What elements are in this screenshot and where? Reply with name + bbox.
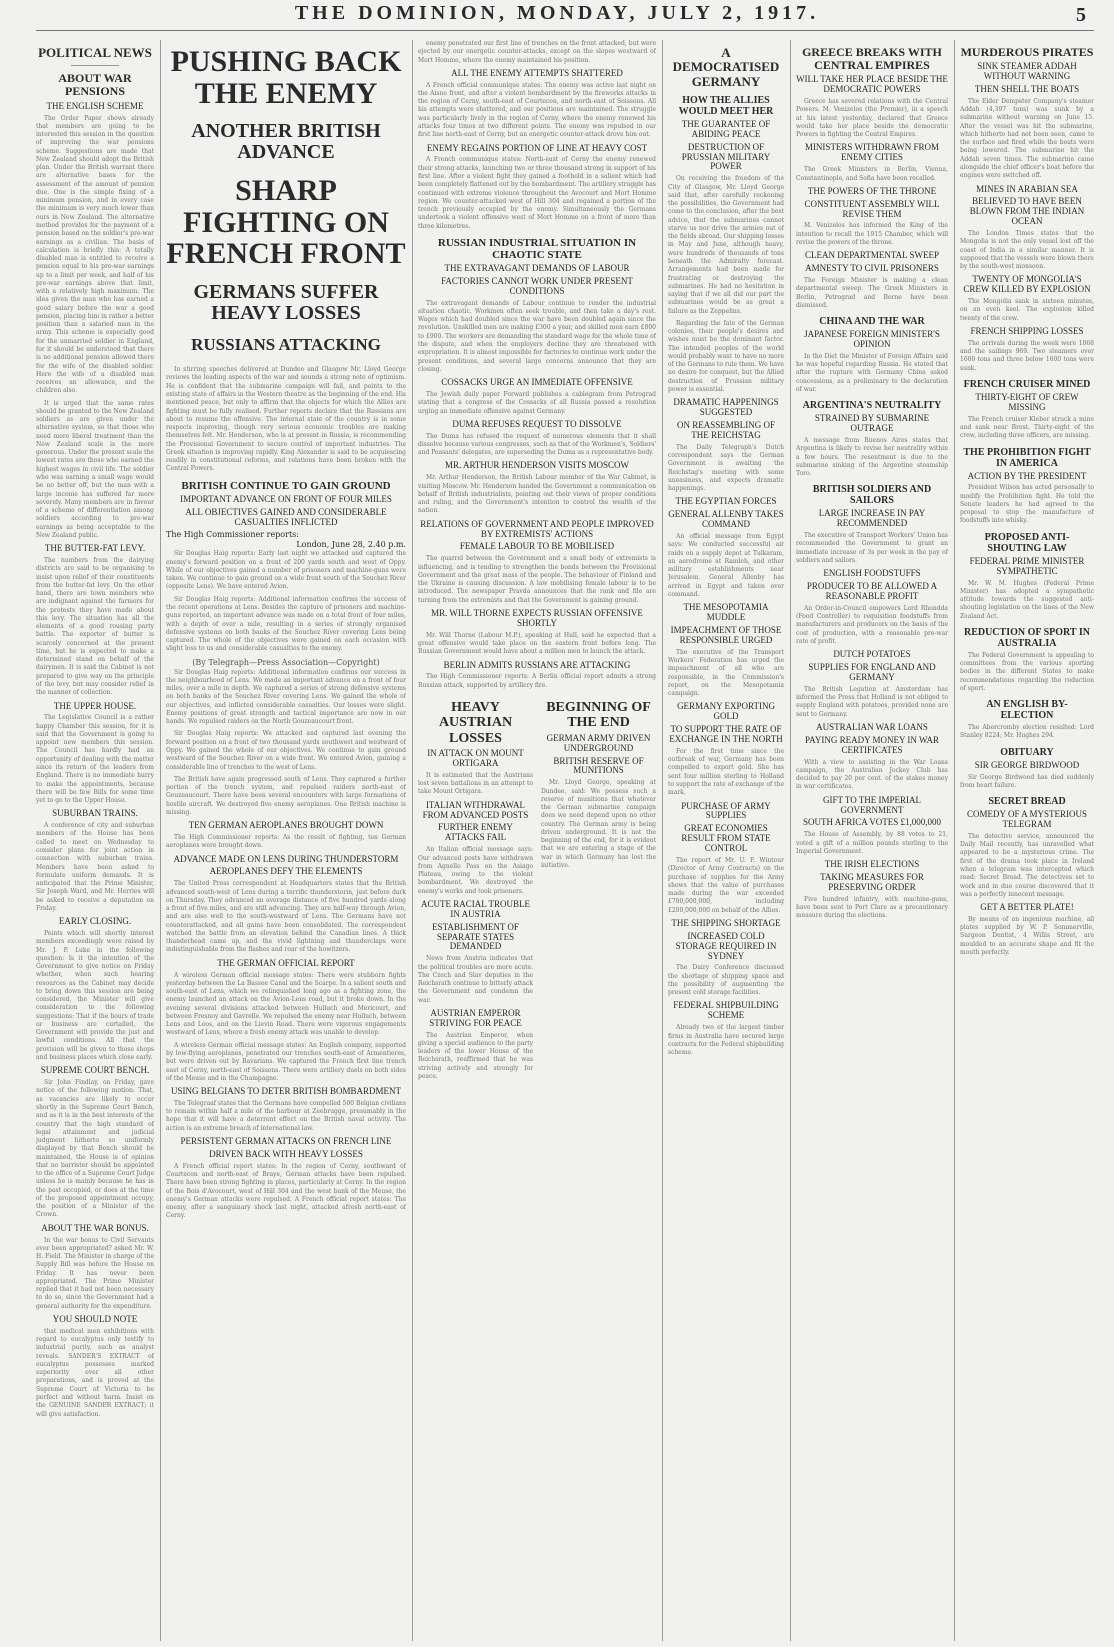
article-paragraph: The United Press correspondent at Headquarters states that the British advanced south-west of Lens during a terrific thunderstorm, just before dark on Thursday. They advanced an average distance of five hundred yards along a front of five miles, and are still advancing. They are half-way through Avion, and are also well to the south-westward of Lens. The Germans have not counterattacked, and all gains have been consolidated. The correspondent watched the battle from an elevation behind the Canadian lines. A thick thunderhead came up, and the vivid lightning and thunderclaps were indistinguishable from the flashes and roar of the howitzers. xyxy=(166,880,406,954)
article-paragraph: An Order-in-Council empowers Lord Rhondda (Food Controller) to requisition foodstuffs from manufacturers and producers on the basis of the cost of production, with a reasonable pre-war rate of profit. xyxy=(796,604,948,645)
main-headline: PUSHING BACK THE ENEMY xyxy=(170,45,402,110)
subhead: THEN SHELL THE BOATS xyxy=(974,83,1080,94)
subhead: AUSTRIAN EMPEROR STRIVING FOR PEACE xyxy=(429,1007,522,1028)
subhead: ENEMY REGAINS PORTION OF LINE AT HEAVY COST xyxy=(426,142,648,153)
headline: RUSSIANS ATTACKING xyxy=(191,334,381,354)
subhead: PERSISTENT GERMAN ATTACKS ON FRENCH LINE xyxy=(180,1136,392,1146)
article-paragraph: Sir John Findlay, on Friday, gave notice of the following motion: That, as vacancies are likely to occur shortly in the Supreme Court Bench, and as it is in the best interests of the country that the high standard of legal attainment and judicial judgment hitherto so uniformly displayed by that Bench should be maintained, the House is of opinion that no barrister should be appointed to the office of a Supreme Court Judge unless he is mainly because he has in the past occupied, or does at the time of the proposed appointment occupy, the position of a Minister of the Crown. xyxy=(36,1079,154,1219)
article-paragraph: The Duma has refused the request of numerous elements that it shall dissolve because various congresses, such as that of the Workmen's, Soldiers' and Peasants' delegates, are superseding the Duma as a representative body. xyxy=(418,432,656,457)
subhead: IMPEACHMENT OF THOSE RESPONSIBLE URGED xyxy=(670,624,782,645)
subhead: THE GERMAN OFFICIAL REPORT xyxy=(217,957,355,968)
article-paragraph: The Foreign Minister is making a clean departmental sweep. The Greek Ministers in Berlin, Petrograd and Berne have been dismissed. xyxy=(796,277,948,309)
subhead: PURCHASE OF ARMY SUPPLIES xyxy=(681,800,771,821)
article-paragraph: In the war bonus to Civil Servants ever been appropriated? asked Mr. W. H. Field. The Minister in charge of the Supply Bill was before the House on Friday. It has never been appropriated. The Prime Minister replied that it had not been necessary to do so, since the Government had a general authority for the expenditure. xyxy=(36,1236,154,1310)
subhead: INCREASED COLD STORAGE REQUIRED IN SYDNEY xyxy=(675,930,777,961)
headline: BRITISH SOLDIERS AND SAILORS xyxy=(812,484,932,507)
advertisement-heading: YOU SHOULD NOTE xyxy=(52,1313,138,1324)
subhead: MR. ARTHUR HENDERSON VISITS MOSCOW xyxy=(444,460,630,471)
headline: RUSSIAN INDUSTRIAL SITUATION IN CHAOTIC STATE xyxy=(437,236,637,261)
subhead: THE EXTRAVAGANT DEMANDS OF LABOUR xyxy=(444,263,630,274)
advertisement-text: that medical men exhibitions with regard to eucalyptus only testify to industrial purity, such as analyst reveals. SANDER'S EXTRACT of eucalyptus possesses marked superiority over all other preparations, and is proved at the Supreme Court of Victoria to be perfect and without harm. Insist on the GENUINE SANDER EXTRACT; it will give satisfaction. xyxy=(36,1327,154,1418)
subhead: WILL TAKE HER PLACE BESIDE THE DEMOCRATIC POWERS xyxy=(796,74,948,95)
article-paragraph: The arrivals during the week were 1068 and the sailings 969. Two steamers over 1600 tons and three below 1600 tons were sunk. xyxy=(960,339,1094,372)
subhead: IN ATTACK ON MOUNT ORTIGARA xyxy=(427,748,524,768)
subhead: SIR GEORGE BIRDWOOD xyxy=(974,759,1080,770)
subhead: ENGLISH FOODSTUFFS xyxy=(823,568,921,579)
article-paragraph: The extravagant demands of Labour continue to render the industrial situation chaotic. Workmen often seek trouble, and then take a day's rest. Wages which had doubled since the war have been doubled again since the revolution. Unskilled men are making £300 a year, and skilled men earn £800 to £900. The workers are demanding the standard wage for the whole time of the dispute, and when the employers decline they are threatened with expropriation. It is almost impossible for factories to continue work under the present conditions, and several large concerns announce that they are closing. xyxy=(418,299,656,373)
article-paragraph: A message from Buenos Aires states that Argentina is likely to revise her neutrality within a few hours. The resentment is due to the submarine sinking of the Argentine steamship Toro. xyxy=(796,437,948,478)
article-paragraph: The High Commissioner reports: As the result of fighting, ten German aeroplanes were brought down. xyxy=(166,834,406,850)
headline: ARGENTINA'S NEUTRALITY xyxy=(802,400,942,412)
article-paragraph: In the Diet the Minister of Foreign Affairs said he was hopeful regarding Russia. He stated that after the rupture with Germany China asked concessions, as a preliminary to the declaration of war. xyxy=(796,352,948,393)
subhead: THE IRISH ELECTIONS xyxy=(824,859,920,870)
byline: The High Commissioner reports: xyxy=(166,530,299,540)
article-paragraph: The executive of Transport Workers' Union has recommended the Government to grant an immediate increase of 3s per week in the pay of soldiers and sailors. xyxy=(796,532,948,564)
subhead: ON REASSEMBLING OF THE REICHSTAG xyxy=(676,420,775,440)
article-paragraph: Sir Douglas Haig reports: We attacked and captured last evening the forward position on a front of two thousand yards southwest and westward of Oppy. We gained the whole of our objectives. We continue to gain ground westward of the Souchez River on a wide front. We entered Avion, gaining a considerable line of trenches to the west of Lens. xyxy=(166,730,406,771)
subhead: GIFT TO THE IMPERIAL GOVERNMENT xyxy=(822,794,922,815)
column-rule xyxy=(954,40,955,1641)
headline: OBITUARY xyxy=(1000,746,1054,758)
subhead: BERLIN ADMITS RUSSIANS ARE ATTACKING xyxy=(443,659,631,670)
sub-column-austria xyxy=(418,694,533,1085)
subhead: FEDERAL PRIME MINISTER SYMPATHETIC xyxy=(969,555,1085,576)
column-rule xyxy=(160,40,161,1641)
headline: A DEMOCRATISED GERMANY xyxy=(672,45,780,89)
subhead: FRENCH SHIPPING LOSSES xyxy=(970,325,1084,336)
advertisement-text: By means of an ingenious machine, all plates supplied by W. P. Sommerville, Surgeon Dentist, 4 Willis Street, are moulded to an accurate shape and fit the mouth perfectly. xyxy=(960,915,1094,956)
article-paragraph: A conference of city and suburban members of the House has been called to meet on Wednesday to consider plans for joint action in connection with suburban trains. Members have been asked to formulate uniform demands. It is anticipated that the Prime Minister, Sir Joseph Ward, and Mr. Herries will be asked to receive a deputation on Friday. xyxy=(36,822,154,912)
subhead: THE SHIPPING SHORTAGE xyxy=(671,917,781,928)
article-paragraph: The Daily Telegraph's Dutch correspondent says the German Government is awaiting the Reichstag's meeting with some uneasiness, and expects dramatic happenings. xyxy=(668,443,784,493)
dateline: London, June 28, 2.40 p.m. xyxy=(296,540,406,550)
article-paragraph: The British Legation at Amsterdam has informed the Press that Holland is not obliged to supply England with potatoes, provided none are sent to Germany. xyxy=(796,685,948,718)
subhead: SINK STEAMER ADDAH WITHOUT WARNING xyxy=(977,61,1077,82)
subhead: COSSACKS URGE AN IMMEDIATE OFFENSIVE xyxy=(441,377,633,388)
article-paragraph: Sir Douglas Haig reports: Early last night we attacked and captured the enemy's forward position on a front of 200 yards south and west of Oppy. While of our objectives gained a number of prisoners and machine-guns were taken. We continue to gain ground on a wide front south of the Souchez River (opposite Lens). We have entered Avion. xyxy=(166,550,406,591)
article-paragraph: A wireless German official message states: An English company, supported by low-flying aeroplanes, penetrated our trenches south-east of Armentieres, but were driven out by Bavarians. We captured the French first line trench east of Cerny, north-east of Soissons. There were artillery duels on both sides of the Meuse and in the Champagne. xyxy=(166,1041,406,1082)
article-paragraph: The Telegraaf states that the Germans have compelled 500 Belgian civilians to remain within half a mile of the harbour at Zeebrugge, presumably in the hope that it will have a deterrent effect on the British naval activity. The action is an extreme breach of international law. xyxy=(166,1099,406,1132)
masthead-title: THE DOMINION, MONDAY, JULY 2, 1917. xyxy=(294,2,820,24)
headline: ANOTHER BRITISH ADVANCE xyxy=(191,120,381,163)
column-rule xyxy=(662,40,663,1641)
column-rule xyxy=(412,40,413,1641)
article-paragraph: The London Times states that the Mongolia is not the only vessel lost off the coast of India in a similar manner. It is supposed that the vessels were blown there by the south-west monsoon. xyxy=(960,230,1094,271)
subhead: RELATIONS OF GOVERNMENT AND PEOPLE IMPROVED BY EXTREMISTS' ACTIONS xyxy=(420,518,654,539)
article-paragraph: In stirring speeches delivered at Dundee and Glasgow Mr. Lloyd George reviews the leading aspects of the war and sounds a strong note of optimism. He is confident that the submarine campaign will fail, and points to the existing state of affairs in the Western theatre as the beginning of the end. His mentioned peace, but only to affirm that the objects for which the Allies are fighting must be fully realised. Further reports declare that the Russians are about to resume the offensive. The internal state of the country is in some respects improving, though very serious economic troubles are making themselves felt. Mr. Henderson, who is at present in Russia, is recommending the Provisional Government to secure control of important industries. The Greek situation is improving rapidly. King Alexander is said to be acquiescing readily in constitutional reforms, and relations have been broken with the Central Powers. xyxy=(166,366,406,473)
subhead: THE MESOPOTAMIA MUDDLE xyxy=(683,602,769,623)
subhead: SOUTH AFRICA VOTES £1,000,000 xyxy=(802,817,942,828)
article-paragraph: A French official communique states: The enemy was active last night on the Aisne front, and after a violent bombardment by the fireworks attacks in the region of Cerny, south-east of Courtecon, and north-east of Soissons. All his attempts were shattered, and our positions are maintained. The struggle was particularly lively in the region of Cerny, where the enemy renewed his attacks four times at two different points. The enemy was repulsed in our first line north-east of Cerny, but an energetic counter-attack drove him out. xyxy=(418,81,656,139)
article-paragraph: The quarrel between the Government and a small body of extremists is influencing, and is tending to strengthen the bonds between the Provisional Government and the great mass of the people. The behaviour of Finland and the Ukraine is causing discussion. A law mobilising female labour is to be introduced. The newspaper Pravda announces that the rank and file are turning from the extremists and that the Government is gaining ground. xyxy=(418,555,656,604)
headline: FRENCH CRUISER MINED xyxy=(963,378,1091,390)
subhead: AEROPLANES DEFY THE ELEMENTS xyxy=(209,866,363,877)
article-paragraph: An Italian official message says: Our advanced posts have withdrawn from Agnello Pass on the Asiago Plateau, owing to the violent bombardment. We destroyed the enemy's works and took prisoners. xyxy=(418,846,533,895)
article-paragraph: The High Commissioner reports: A Berlin official report admits a strong Russian attack, supported by artillery fire. xyxy=(418,673,656,689)
advertisement-heading: GET A BETTER PLATE! xyxy=(980,902,1074,913)
subhead: PRODUCER TO BE ALLOWED A REASONABLE PROFIT xyxy=(806,581,938,601)
article-paragraph: Mr. W. M. Hughes (Federal Prime Minister) has adopted a sympathetic attitude towards the suggested anti-shouting legislation on the lines of the New Zealand Act. xyxy=(960,579,1094,620)
subhead: THE GUARANTEE OF ABIDING PEACE xyxy=(681,118,771,139)
subhead: COMEDY OF A MYSTERIOUS TELEGRAM xyxy=(967,809,1087,830)
article-paragraph: The Greek Ministers in Berlin, Vienna, Constantinople, and Sofia have been recalled. xyxy=(796,166,948,182)
subhead: ALL THE ENEMY ATTEMPTS SHATTERED xyxy=(451,67,623,78)
subhead: ESTABLISHMENT OF SEPARATE STATES DEMANDED xyxy=(432,921,519,952)
masthead-rule xyxy=(36,30,1094,31)
headline: PROPOSED ANTI-SHOUTING LAW xyxy=(984,531,1070,554)
article-paragraph: The Elder Dempster Company's steamer Addah (4,397 tons) was sunk by a submarine without warning on June 15. After the vessel was hit the submarine, which hitherto had not been seen, came to the surface and fired while the boats were being lowered. The submarine hit the Addah seven times. The submarine came alongside the chief officer's boat before the engines were switched off. xyxy=(960,97,1094,180)
subhead: GENERAL ALLENBY TAKES COMMAND xyxy=(668,509,784,530)
article-paragraph: The Dairy Conference discussed the shortage of shipping space and the possibility of augmenting the present cold storage facilities. xyxy=(668,964,784,997)
article-paragraph: The House of Assembly, by 88 votes to 21, voted a gift of a million pounds sterling to the Imperial Government. xyxy=(796,831,948,855)
article-paragraph: With a view to assisting in the War Loans campaign, the Australian Jockey Club has decided to pay 20 per cent. of the stakes money in war certificates. xyxy=(796,758,948,791)
article-paragraph: A French official report states: In the region of Cerny, southward of Courtecon and north-east of Braye, German attacks have been repulsed. There have been strong fighting in places, particularly at Cerny. In the region of the Bois d'Avocourt, west of Hill 304 and the west bank of the Meuse, the enemy's German attacks were repulsed. A French official report states: The enemy, after a sanguinary shock last night, attacked afresh north-east of Cerny. xyxy=(166,1162,406,1220)
headline: CHINA AND THE WAR xyxy=(819,316,925,328)
sub-column-end xyxy=(541,694,656,1085)
article-paragraph: M. Venizelos has informed the King of the intention to recall the 1915 Chamber, which will revise the powers of the throne. xyxy=(796,222,948,246)
column-germany xyxy=(668,40,784,1641)
article-paragraph: The detective service, announced the Daily Mail recently, has unravelled what appeared to be a mysterious crime. The first of the drama took place in Ireland when a telegram was intercepted which read: Secret Bread. The detectives set to work and in due course discovered that it was a perfectly innocent message. xyxy=(960,832,1094,898)
article-paragraph: The Abercromby election resulted: Lord Stanley 8224; Mr. Hughes 294. xyxy=(960,724,1094,740)
subhead: ACUTE RACIAL TROUBLE IN AUSTRIA xyxy=(421,898,530,919)
subhead: PAYING READY MONEY IN WAR CERTIFICATES xyxy=(804,734,939,755)
article-paragraph: Greece has severed relations with the Central Powers. M. Venizelos (the Premier), in a speech at his latest yesterday, declared that Greece would take her place beside the democratic Powers in fighting the Central Empires. xyxy=(796,98,948,139)
article-paragraph: The Order Paper shows already that members are going to be interested this session in the question of improving the war pensions scheme. Suggestions are made that New Zealand should adopt the British plan. Under the British warrant there are alternative bases for the assessment of the amount of pension due. One is the simple fixing of a minimum pension, and in every case the minimum is very much lower than ours in New Zealand. The alternative method provides for the payment of a pension based on the soldier's pre-war earnings as a civilian. The basis of calculation is briefly this: A totally disabled man is entitled to receive a pension equal to his pre-war earnings up to a limit per week, and half of his pre-war earnings above that limit, with a relatively high maximum. The idea given the man who has earned a good salary before the war a good pension, placing him in rather a better position than a salaried man in the army. This scheme is especially good for the unmarried soldier in England, for it should be understood that there is no additional pension allowed there for the wife of the disabled soldier. Here the wife of a disabled man receives an allowance, and the children also. xyxy=(36,114,154,395)
subhead: FURTHER ENEMY ATTACKS FAIL xyxy=(438,822,513,843)
subhead: STRAINED BY SUBMARINE OUTRAGE xyxy=(814,413,930,434)
subhead: GERMANY EXPORTING GOLD xyxy=(677,701,775,722)
subhead: SUPPLIES FOR ENGLAND AND GERMANY xyxy=(808,662,936,682)
article-subhead: THE UPPER HOUSE. xyxy=(53,700,137,711)
article-paragraph: The Legislative Council is a rather happy Chamber this session, for it is said that the Government is going to appoint new members this session. The Council has hardly had an opportunity of dealing with the matter since its return of the leaders from England. There is no immediate hurry to make the appointments, because there will be few Bills for some time yet to go to the Upper House. xyxy=(36,714,154,805)
subhead: MINISTERS WITHDRAWN FROM ENEMY CITIES xyxy=(804,142,940,163)
article-paragraph: Already two of the largest timber firms in Australia have secured large contracts for the Federal shipbuilding scheme. xyxy=(668,1024,784,1057)
column-greece-china xyxy=(796,40,948,1641)
article-subhead: SUBURBAN TRAINS. xyxy=(52,808,138,819)
subhead: DRAMATIC HAPPENINGS SUGGESTED xyxy=(673,397,779,418)
article-paragraph: The French cruiser Kleber struck a mine and sank near Brest. Thirty-eight of the crew, including three officers, are missing. xyxy=(960,415,1094,440)
subhead: FEDERAL SHIPBUILDING SCHEME xyxy=(673,1000,779,1021)
subhead: HOW THE ALLIES WOULD MEET HER xyxy=(678,94,774,117)
subhead: GERMAN ARMY DRIVEN UNDERGROUND xyxy=(546,732,651,753)
subhead: FEMALE LABOUR TO BE MOBILISED xyxy=(459,541,615,552)
column-war-news xyxy=(166,40,406,1641)
subhead: FACTORIES CANNOT WORK UNDER PRESENT CONDITIONS xyxy=(441,275,633,296)
article-paragraph: The Federal Government is appealing to committees from the various sporting bodies in the different States to make recommendations regarding the reduction of sport. xyxy=(960,651,1094,692)
headline: MURDEROUS PIRATES xyxy=(960,45,1094,59)
headline: BRITISH CONTINUE TO GAIN GROUND xyxy=(181,479,391,492)
subhead: USING BELGIANS TO DETER BRITISH BOMBARDMENT xyxy=(171,1086,401,1097)
subhead: DUMA REFUSES REQUEST TO DISSOLVE xyxy=(452,418,622,429)
headline: GREECE BREAKS WITH CENTRAL EMPIRES xyxy=(802,45,942,73)
subhead: DRIVEN BACK WITH HEAVY LOSSES xyxy=(209,1148,363,1159)
article-paragraph: An official message from Egypt says: We conducted successful air raids on a supply depot at Tulkaram, an aerodrome at Ramleh, and other military establishments near Jerusalem. General Allenby has arrived in Egypt and taken over command. xyxy=(668,533,784,598)
article-paragraph: A French communique states: North-east of Cerny the enemy renewed their strong attacks, launching two or three thousand strong in support of his first line. After a violent fight they gained a foothold in a salient which had been completely flattened out by the bombardment. The artillery struggle has continued with extreme violence throughout the Avocourt and Mort Homme region. We counter-attacked west of Hill 304 and regained a portion of the trench previously occupied by the enemy. Simultaneously the Germans undertook a violent offensive west of Mort Homme on a front of more than three kilometres. xyxy=(418,156,656,230)
article-paragraph: On receiving the freedom of the City of Glasgow, Mr. Lloyd George said that, after carefully reckoning the possibilities, the Government had come to the conclusion, after the best advice, that the submarines cannot starve us nor drive the armies out of the fields abroad. Our shipping losses in May and June, although heavy, were hundreds of thousands of tons beneath the Admiralty forecast. Arrangements had been made for frustrating or destroying the submarines. He had no hesitation in saying that if we all did our part the submarines would be as great a failure as the Zeppelins. xyxy=(668,175,784,315)
subhead: LARGE INCREASE IN PAY RECOMMENDED xyxy=(818,508,926,529)
article-paragraph: Mr. Lloyd George, speaking at Dundee, said: We possess such a reserve of munitions that whatever the German submarine campaign does we need depend upon no other country. The German army is being driven underground. It is not the beginning of the end, for it is evident that we are entering a stage of the war in which Germany has lost the initiative. xyxy=(541,779,656,869)
article-paragraph: For the first time since the outbreak of war, Germany has been compelled to export gold. She has sent four million sterling to Holland to support the rate of exchange of the mark. xyxy=(668,747,784,797)
article-paragraph: The British have again progressed south of Lens. They captured a further portion of the trench system, and repulsed raiders north-east of Gouzeaucourt. There have been several encounters with large formations of hostile aircraft. We destroyed five enemy aeroplanes. One British machine is missing. xyxy=(166,775,406,816)
article-subhead: SUPREME COURT BENCH. xyxy=(40,1065,150,1076)
headline: BEGINNING OF THE END xyxy=(546,699,651,731)
article-paragraph: The Austrian Emperor, when giving a special audience to the party leaders of the lower House of the Reichsrath, reaffirmed that he was striving actively and strongly for peace. xyxy=(418,1031,533,1080)
article-paragraph: The executive of the Transport Workers' Federation has urged the impeachment of all who are responsible, in the Commission's report, on the Mesopotamia campaign. xyxy=(668,648,784,698)
article-paragraph: It is estimated that the Austrians lost seven battalions in an attempt to take Mount Ortigara. xyxy=(418,771,533,796)
subhead: THE POWERS OF THE THRONE xyxy=(807,185,937,196)
subhead: TEN GERMAN AEROPLANES BROUGHT DOWN xyxy=(188,820,384,831)
column-pirates xyxy=(960,40,1094,1641)
section-heading: POLITICAL NEWS xyxy=(38,45,152,60)
article-paragraph: Points which will shortly interest members exceedingly were raised by Mr. J. P. Luke in the following question: Is it the intention of the Government to give notice on Friday whether, when such hearing resources as the Cabinet may decide to bring down this session are being considered, the Minister will give consideration to the following suggestions: That if the hours of trade or business are curtailed, the Government will provide the just and lawful conditions. All that the provision will be given to those shops and business places which close early. xyxy=(36,930,154,1062)
article-paragraph: A wireless German official message states: There were stubborn fights yesterday between the La Bassee Canal and the Scarpe. In a salient south and south-east of Lens, which we relinquished long ago as a fighting zone, the enemy launched an attack on the Avion-Lens road, but it broke down. In the evening several divisions attacked between Hulluch and Mericourt, and between Fresnoy and Gavrelle. We repulsed the enemy near Hulluch, between Lens and Loos, and on the Lievin Road. There were vigorous engagements westward of Lens, where a fresh enemy attack was unable to develop. xyxy=(166,971,406,1037)
article-paragraph: The Mongolia sank in sixteen minutes, on an even keel. The explosion killed twenty of the crew. xyxy=(960,298,1094,322)
article-paragraph: Mr. Arthur Henderson, the British Labour member of the War Cabinet, is visiting Moscow. Mr. Henderson handed the Government a communication on behalf of British industrialists, pointing out their views of proper conditions and ruling, and the Government's intention to control the wealth of the nation. xyxy=(418,474,656,515)
subhead: MINES IN ARABIAN SEA xyxy=(976,183,1078,194)
subhead: TO SUPPORT THE RATE OF EXCHANGE IN THE NORTH xyxy=(669,724,783,745)
article-paragraph: Sir Douglas Haig reports: Additional information confirms our success in the neighbourhood of Lens. We made an important advance on a front of four miles, over a mile in depth. We captured a series of strong defensive systems on both banks of the Souchez River covering Lens. We gained the whole of our objectives, and inflicted considerable casualties. Our losses were slight. Enemy positions of great strength and tactical importance are now in our hands. We repulsed raiders on the North Gouzeaucourt front. xyxy=(166,668,406,726)
page-number: 5 xyxy=(1076,4,1086,26)
subhead: JAPANESE FOREIGN MINISTER'S OPINION xyxy=(804,329,940,349)
article-paragraph: News from Austria indicates that the political troubles are more acute. The Czech and Slav deputies in the Reichsrath continue to bitterly attack the Government and condemn the war. xyxy=(418,955,533,1004)
article-subhead: THE ENGLISH SCHEME xyxy=(46,100,144,111)
article-paragraph: It is urged that the same rates should be granted to the New Zealand soldiers as are given under the alternative system, so that those who need more liberal treatment than the New Zealand scale is the more generous. Under the present scale the lowest rates are those who earned the highest wages in civil life. The soldier who was earning a small wage would be no better off, but the man with a large income has suffered far more severely. Many members are in favour of a scheme of differentiation among soldiers according to pre-war earnings as being acceptable to the New Zealand public. xyxy=(36,399,154,539)
headline: SECRET BREAD xyxy=(988,796,1066,808)
subhead: MR. WILL THORNE EXPECTS RUSSIAN OFFENSIVE SHORTLY xyxy=(431,607,643,628)
headline: SHARP FIGHTING ON FRENCH FRONT xyxy=(166,174,406,270)
subhead: TWENTY OF MONGOLIA'S CREW KILLED BY EXPLOSION xyxy=(963,274,1091,295)
split-section xyxy=(418,694,656,1085)
column-political-news xyxy=(36,40,154,1641)
subhead: CONSTITUENT ASSEMBLY WILL REVISE THEM xyxy=(804,198,940,219)
article-paragraph: The Jewish daily paper Forward publishes a cablegram from Petrograd stating that a congress of the Cossacks of all Russia passed a resolution urging an immediate offensive against Germany. xyxy=(418,390,656,415)
article-subhead: EARLY CLOSING. xyxy=(58,916,132,927)
subhead: BELIEVED TO HAVE BEEN BLOWN FROM THE INDIAN OCEAN xyxy=(969,196,1085,227)
subhead: THE EGYPTIAN FORCES xyxy=(675,496,777,507)
headline: AN ENGLISH BY-ELECTION xyxy=(986,699,1068,722)
telegraph-note: (By Telegraph—Press Association—Copyright) xyxy=(192,657,380,667)
subhead: GREAT ECONOMIES RESULT FROM STATE CONTROL xyxy=(681,823,771,854)
subhead: ALL OBJECTIVES GAINED AND CONSIDERABLE CASUALTIES INFLICTED xyxy=(185,506,387,527)
article-paragraph: Sir George Birdwood has died suddenly from heart failure. xyxy=(960,773,1094,789)
article-paragraph: Mr. Will Thorne (Labour M.P.), speaking at Hull, said he expected that a great offensive would take place on the eastern front before long. The Russian Government would have about a million men to launch the attack. xyxy=(418,631,656,656)
subhead: DESTRUCTION OF PRUSSIAN MILITARY POWER xyxy=(681,141,771,172)
article-paragraph: The numbers from the dairying districts are said to be organising to insist upon relief of their constituents from the butter-fat levy. On the other hand, there are town members who are indignant against the farmers for the protests they have made about this levy. The situation has all the elements of a good rousing party battle. The exporter of butter is scarcely concerned at the present time, but he is expected to make a determined stand on behalf of the dairymen. It is said the Cabinet is not prepared to give way on the principle of the levy, but may consider relief in the manner of collection. xyxy=(36,557,154,697)
headline: REDUCTION OF SPORT IN AUSTRALIA xyxy=(963,626,1091,649)
article-paragraph: President Wilson has acted personally to modify the Prohibition fight. He told the Senate leaders he had agreed to the proposal to stop the manufacture of foodstuffs into whisky. xyxy=(960,484,1094,525)
column-rule xyxy=(790,40,791,1641)
headline: GERMANS SUFFER HEAVY LOSSES xyxy=(193,280,379,324)
divider xyxy=(71,65,118,66)
column-french-russian-news xyxy=(418,40,656,1641)
subhead: ADVANCE MADE ON LENS DURING THUNDERSTORM xyxy=(173,853,399,864)
subhead: ACTION BY THE PRESIDENT xyxy=(967,470,1087,481)
subhead: AUSTRALIAN WAR LOANS xyxy=(816,721,928,732)
article-headline: ABOUT WAR PENSIONS xyxy=(58,71,132,99)
subhead: AMNESTY TO CIVIL PRISONERS xyxy=(805,263,939,274)
subhead: BRITISH RESERVE OF MUNITIONS xyxy=(553,755,644,776)
subhead: THIRTY-EIGHT OF CREW MISSING xyxy=(975,391,1079,412)
subhead: TAKING MEASURES FOR PRESERVING ORDER xyxy=(820,872,924,892)
subhead: ITALIAN WITHDRAWAL FROM ADVANCED POSTS xyxy=(422,799,529,820)
article-paragraph: Five hundred infantry, with machine-guns, have been sent to Port Clare as a precautionary measure during the elections. xyxy=(796,895,948,920)
article-paragraph: Regarding the fate of the German colonies, their people's desires and wishes must be the dominant factor. The intended peoples of the world would probably want to have no more of the Germans to rule them. We have no desire for conquest, but the Allied destruction of Prussian military power is essential. xyxy=(668,319,784,393)
subhead: CLEAN DEPARTMENTAL SWEEP xyxy=(804,250,940,261)
article-subhead: THE BUTTER-FAT LEVY. xyxy=(44,543,146,554)
headline: HEAVY AUSTRIAN LOSSES xyxy=(438,699,513,746)
article-paragraph: enemy penetrated our first line of trenches on the front attacked, but were ejected by our energetic counter-attacks, except on the slopes westward of Mort Homme, where the enemy maintained his position. xyxy=(418,40,656,64)
article-paragraph: Sir Douglas Haig reports: Additional information confirms the success of the recent operations at Lens. Besides the capture of prisoners and machine-guns reported, an important advance was made on a total front of four miles, with a depth of over a mile, resulting in a series of strongly organised defensive systems on both banks of the Souchez River covering Lens being captured. The whole of the objectives were gained on each occasion with slight loss to us and considerable casualties to the enemy. xyxy=(166,595,406,653)
headline: THE PROHIBITION FIGHT IN AMERICA xyxy=(963,446,1091,469)
subhead: DUTCH POTATOES xyxy=(833,649,911,660)
subhead: IMPORTANT ADVANCE ON FRONT OF FOUR MILES xyxy=(180,493,392,504)
article-paragraph: The report of Mr. U. F. Wintour (Director of Army Contracts) on the purchase of supplies for the Army shows that the value of purchases made during the war exceeded £700,000,000, including £200,000,000 on behalf of the Allies. xyxy=(668,856,784,914)
article-subhead: ABOUT THE WAR BONUS. xyxy=(41,1222,149,1233)
